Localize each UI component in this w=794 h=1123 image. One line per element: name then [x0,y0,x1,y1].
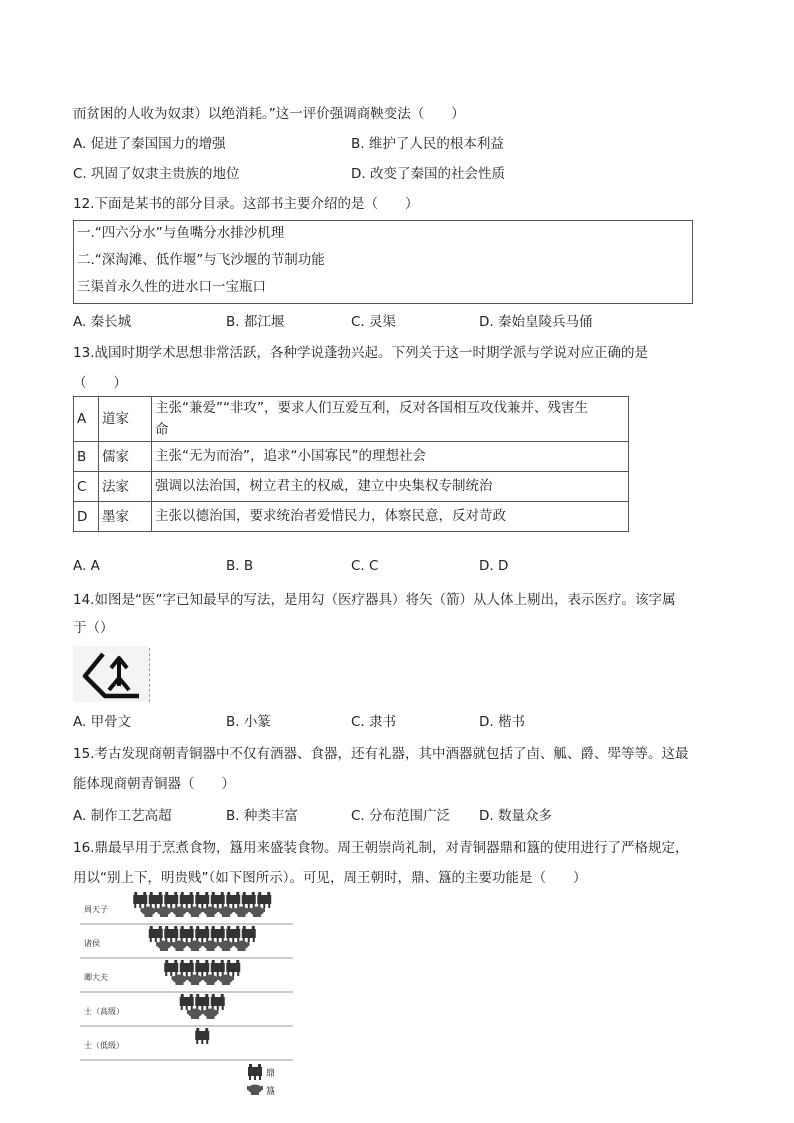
q13-option-c[interactable]: C. C [351,558,379,574]
q11-option-a[interactable]: A. 促进了秦国国力的增强 [73,136,226,152]
q12-option-c[interactable]: C. 灵渠 [351,314,397,330]
q12-stem: 12.下面是某书的部分目录。这部书主要介绍的是（ ） [73,196,419,212]
row-school: 道家 [99,397,152,442]
gui-icon [234,907,250,918]
q14-stem: 14.如图是“医”字已知最早的写法，是用勾（医疗器具）将矢（箭）从人体上剔出，表示医疗。该字属 [73,592,676,608]
gui-icon [218,941,234,952]
q12-option-b[interactable]: B. 都江堰 [226,314,285,330]
q14-stem-cont: 于（） [73,620,114,636]
row-doctrine-line: 命 [155,422,169,438]
q12-option-d[interactable]: D. 秦始皇陵兵马俑 [479,314,593,330]
ding-icon [164,892,178,908]
q15-option-a[interactable]: A. 制作工艺高超 [73,808,172,824]
gui-icon [187,941,203,952]
gui-icon [218,975,234,986]
row-school: 儒家 [99,442,152,472]
rank-label: 卿大夫 [84,973,108,982]
gui-icon [187,907,203,918]
gui-icon [203,1009,219,1020]
q16-stem: 16.鼎最早用于烹煮食物，簋用来盛装食物。周王朝崇尚礼制，对青铜器鼎和簋的使用进行了严格规定， [73,840,689,856]
table-row [74,472,629,502]
q13-stem: 13.战国时期学术思想非常活跃，各种学说蓬勃兴起。下列关于这一时期学派与学说对应正确的是 [73,345,648,361]
row-school: 墨家 [99,502,152,532]
q11-option-c[interactable]: C. 巩固了奴隶主贵族的地位 [73,166,240,182]
q15-option-c[interactable]: C. 分布范围广泛 [351,808,451,824]
q11-stem-continued: 而贫困的人收为奴隶）以绝消耗。”这一评价强调商鞅变法（ ） [73,106,465,122]
q12-option-a[interactable]: A. 秦长城 [73,314,132,330]
ding-icon [180,926,194,942]
ding-icon [164,926,178,942]
ding-icon [242,892,256,908]
gui-icon [172,975,188,986]
row-letter: B [74,442,99,472]
ding-icon [149,926,163,942]
q14-option-c[interactable]: C. 隶书 [351,714,397,730]
q14-option-b[interactable]: B. 小篆 [226,714,271,730]
q15-option-b[interactable]: B. 种类丰富 [226,808,298,824]
table-row [74,442,629,472]
q11-option-b[interactable]: B. 维护了人民的根本利益 [351,136,504,152]
rank-label: 士（高级） [84,1007,124,1016]
gui-icon [172,941,188,952]
q15-option-d[interactable]: D. 数量众多 [479,808,552,824]
q14-option-d[interactable]: D. 楷书 [479,714,525,730]
gui-icon [156,941,172,952]
rank-label: 诸侯 [84,939,100,948]
q15-stem: 15.考古发现商朝青铜器中不仅有酒器、食器，还有礼器，其中酒器就包括了卣、觚、爵、斝等等。这最 [73,746,689,762]
ding-icon [226,960,240,976]
ding-icon [211,994,225,1010]
q12-toc-item: 一.“四六分水”与鱼嘴分水排沙机理 [77,225,285,241]
oracle-bone-yi-image [73,646,149,702]
ding-icon [211,926,225,942]
ding-icon [257,892,271,908]
ding-icon [211,960,225,976]
q13-option-d[interactable]: D. D [479,558,509,574]
row-letter: D [74,502,99,532]
legend-ding-label: 鼎 [266,1069,276,1079]
ding-icon [195,994,209,1010]
q13-stem-bracket: （ ） [73,375,127,391]
ding-icon [180,960,194,976]
row-doctrine: 强调以法治国，树立君主的权威，建立中央集权专制统治 [152,472,629,502]
ding-icon [211,892,225,908]
table-row [74,502,629,532]
row-doctrine [152,397,629,442]
gui-icon [203,941,219,952]
ding-icon [180,994,194,1010]
q12-toc-item: 二.“深淘滩、低作堰”与飞沙堰的节制功能 [77,252,325,268]
image-edge-divider [149,648,150,702]
gui-icon [172,907,188,918]
ding-icon [164,960,178,976]
row-school: 法家 [99,472,152,502]
gui-icon [156,907,172,918]
ding-icon [195,892,209,908]
gui-icon [249,907,265,918]
q14-option-a[interactable]: A. 甲骨文 [73,714,132,730]
gui-icon [141,907,157,918]
q13-table [73,396,629,532]
table-row [74,397,629,442]
ding-icon [195,1028,209,1044]
ding-icon [195,960,209,976]
ding-icon [248,1064,262,1080]
ding-icon [242,926,256,942]
ding-icon [180,892,194,908]
q12-toc-item: 三渠首永久性的进水口一宝瓶口 [77,279,266,295]
gui-icon [203,907,219,918]
ding-icon [149,892,163,908]
gui-icon [187,1009,203,1020]
q12-toc-box [73,220,693,304]
ding-icon [133,892,147,908]
gui-icon [234,941,250,952]
oracle-bone-yi-glyph-icon [73,646,149,702]
row-doctrine-line: 主张“兼爱”“非攻”，要求人们互爱互利，反对各国相互攻伐兼并、残害生 [155,400,588,416]
rank-label: 士（低级） [84,1041,124,1050]
gui-icon [218,907,234,918]
gui-icon [187,975,203,986]
q16-stem-cont: 用以“别上下，明贵贱”（如下图所示）。可见，周王朝时，鼎、簋的主要功能是（ ） [73,870,587,886]
row-letter: C [74,472,99,502]
gui-icon [247,1085,263,1096]
row-doctrine: 主张“无为而治”，追求“小国寡民”的理想社会 [152,442,629,472]
q11-option-d[interactable]: D. 改变了秦国的社会性质 [351,166,505,182]
rank-label: 周天子 [84,905,108,914]
q13-option-b[interactable]: B. B [226,558,254,574]
q13-option-a[interactable]: A. A [73,558,100,574]
ritual-vessel-figure [78,888,300,1097]
ding-icon [226,926,240,942]
row-doctrine: 主张以德治国，要求统治者爱惜民力，体察民意，反对苛政 [152,502,629,532]
ding-icon [195,926,209,942]
q15-stem-cont: 能体现商朝青铜器（ ） [73,776,235,792]
ding-icon [226,892,240,908]
row-letter: A [74,397,99,442]
legend-gui-label: 簋 [266,1087,276,1097]
gui-icon [203,975,219,986]
